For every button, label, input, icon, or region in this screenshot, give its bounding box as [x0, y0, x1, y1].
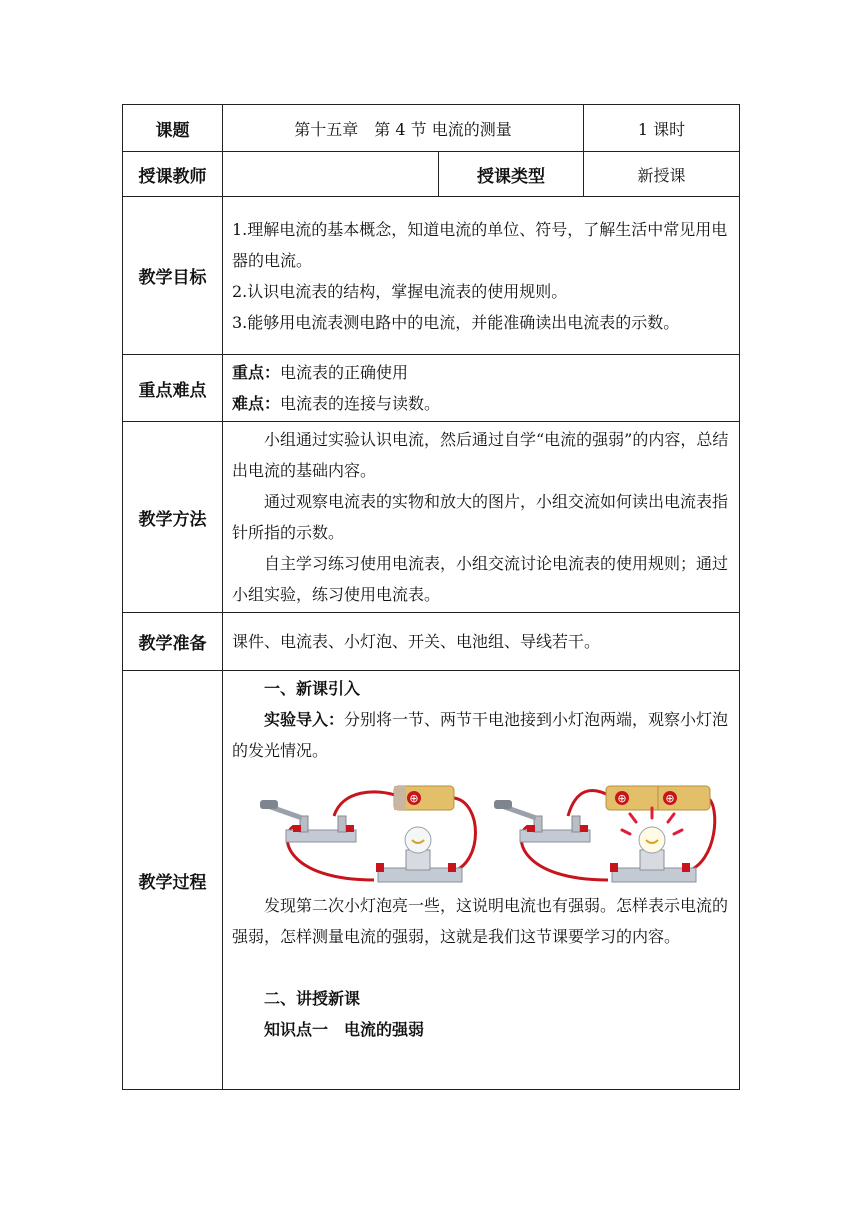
type-label: 授课类型	[439, 152, 584, 197]
topic-value: 第十五章 第 4 节 电流的测量	[223, 105, 584, 152]
observation-text: 发现第二次小灯泡亮一些，这说明电流也有强弱。怎样表示电流的强弱，怎样测量电流的强弱，这就是我们这节课要学习的内容。	[232, 896, 729, 946]
methods-label: 教学方法	[123, 422, 223, 613]
battery-plus-sign: ⊕	[409, 792, 419, 805]
key-points-content	[223, 355, 740, 422]
battery	[394, 786, 454, 810]
key-points-label: 重点难点	[123, 355, 223, 422]
lesson-plan-table	[122, 104, 740, 1090]
teacher-value	[223, 152, 439, 197]
preparation-content: 课件、电流表、小灯泡、开关、电池组、导线若干。	[223, 613, 740, 671]
circuit-illustration	[246, 776, 726, 886]
difficult-text: 电流表的连接与读数。	[280, 394, 441, 413]
method-paragraph: 小组通过实验认识电流，然后通过自学“电流的强弱”的内容，总结出电流的基础内容。	[232, 430, 729, 480]
topic-row	[123, 105, 740, 152]
section-title: 二、讲授新课	[264, 989, 361, 1008]
method-paragraph: 通过观察电流表的实物和放大的图片，小组交流如何读出电流表指针所指的示数。	[232, 492, 729, 542]
topic-label: 课题	[123, 105, 223, 152]
preparation-row	[123, 613, 740, 671]
key-points-row	[123, 355, 740, 422]
objective-item: 3.能够用电流表测电路中的电流，并能准确读出电流表的示数。	[232, 312, 680, 332]
bulb	[610, 808, 696, 882]
blank-line	[232, 952, 731, 983]
teacher-label: 授课教师	[123, 152, 223, 197]
difficult-label: 难点：	[232, 394, 281, 413]
battery-plus-sign: ⊕	[665, 792, 675, 805]
methods-row	[123, 422, 740, 613]
methods-content	[223, 422, 740, 613]
knowledge-point-title: 知识点一 电流的强弱	[264, 1020, 425, 1039]
knife-switch	[260, 800, 356, 842]
knife-switch	[494, 800, 590, 842]
two-battery-circuit	[494, 786, 715, 882]
wire	[334, 792, 398, 816]
wire	[452, 798, 476, 872]
method-paragraph: 自主学习练习使用电流表，小组交流讨论电流表的使用规则；通过小组实验，练习使用电流表。	[232, 554, 729, 604]
experiment-text: 分别将一节、两节干电池接到小灯泡两端，观察小灯泡的发光情况。	[232, 710, 729, 760]
objective-item: 1.理解电流的基本概念，知道电流的单位、符号，了解生活中常见用电器的电流。	[232, 219, 728, 270]
teacher-row	[123, 152, 740, 197]
key-text: 电流表的正确使用	[280, 363, 409, 382]
type-value: 新授课	[584, 152, 740, 197]
objective-item: 2.认识电流表的结构，掌握电流表的使用规则。	[232, 281, 568, 301]
process-row	[123, 671, 740, 1090]
battery-plus-sign: ⊕	[617, 792, 627, 805]
objectives-content	[223, 197, 740, 355]
section-title: 一、新课引入	[264, 679, 361, 698]
one-battery-circuit	[260, 786, 476, 882]
battery-pack	[606, 786, 710, 810]
hours-value: 1 课时	[584, 105, 740, 152]
process-label: 教学过程	[123, 671, 223, 1090]
objectives-label: 教学目标	[123, 197, 223, 355]
bulb	[376, 827, 462, 882]
objectives-row	[123, 197, 740, 355]
wire	[568, 791, 610, 816]
experiment-label: 实验导入：	[264, 710, 345, 729]
key-label: 重点：	[232, 363, 281, 382]
preparation-label: 教学准备	[123, 613, 223, 671]
process-content	[223, 671, 740, 1090]
